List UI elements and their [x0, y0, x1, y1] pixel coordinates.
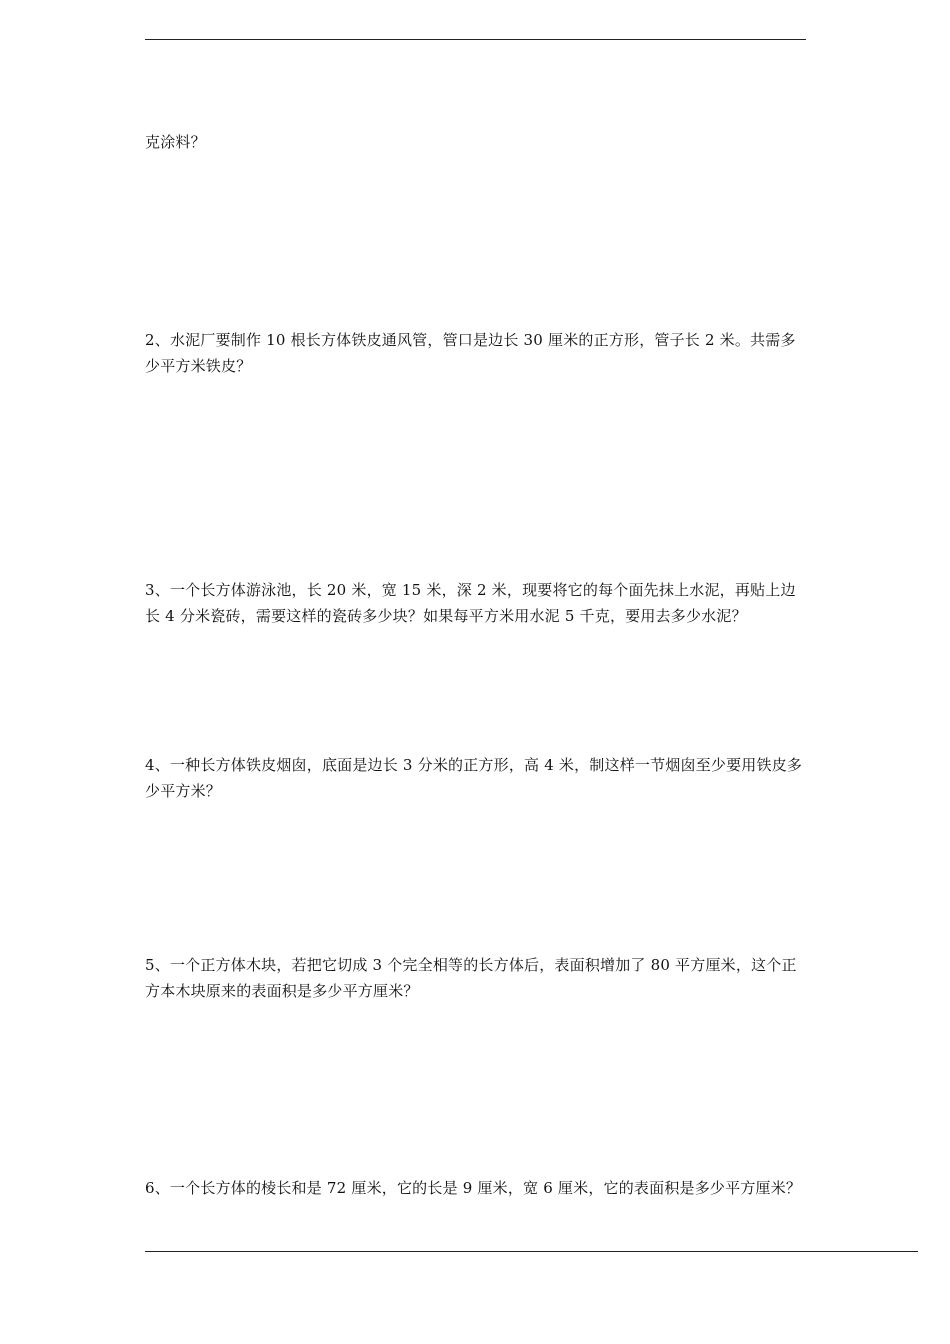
footer-rule: [145, 1251, 918, 1252]
question-6: 6、一个长方体的棱长和是 72 厘米，它的长是 9 厘米，宽 6 厘米，它的表面积是多少平方厘米？: [145, 1179, 802, 1197]
header-rule: [145, 39, 806, 40]
question-3: 3、一个长方体游泳池，长 20 米，宽 15 米，深 2 米，现要将它的每个面先抹上水泥，再贴上边长 4 分米瓷砖，需要这样的瓷砖多少块？如果每平方米用水泥 5 千克，要用去多少水泥？: [145, 581, 796, 625]
question-4: 4、一种长方体铁皮烟囱，底面是边长 3 分米的正方形，高 4 米，制这样一节烟囱至少要用铁皮多少平方米？: [145, 756, 803, 800]
question-1-continuation: 克涂料？: [145, 133, 206, 151]
question-5: 5、一个正方体木块，若把它切成 3 个完全相等的长方体后，表面积增加了 80 平方厘米，这个正方本木块原来的表面积是多少平方厘米？: [145, 956, 797, 1000]
question-2: 2、水泥厂要制作 10 根长方体铁皮通风管，管口是边长 30 厘米的正方形，管子长 2 米。共需多少平方米铁皮？: [145, 331, 796, 375]
